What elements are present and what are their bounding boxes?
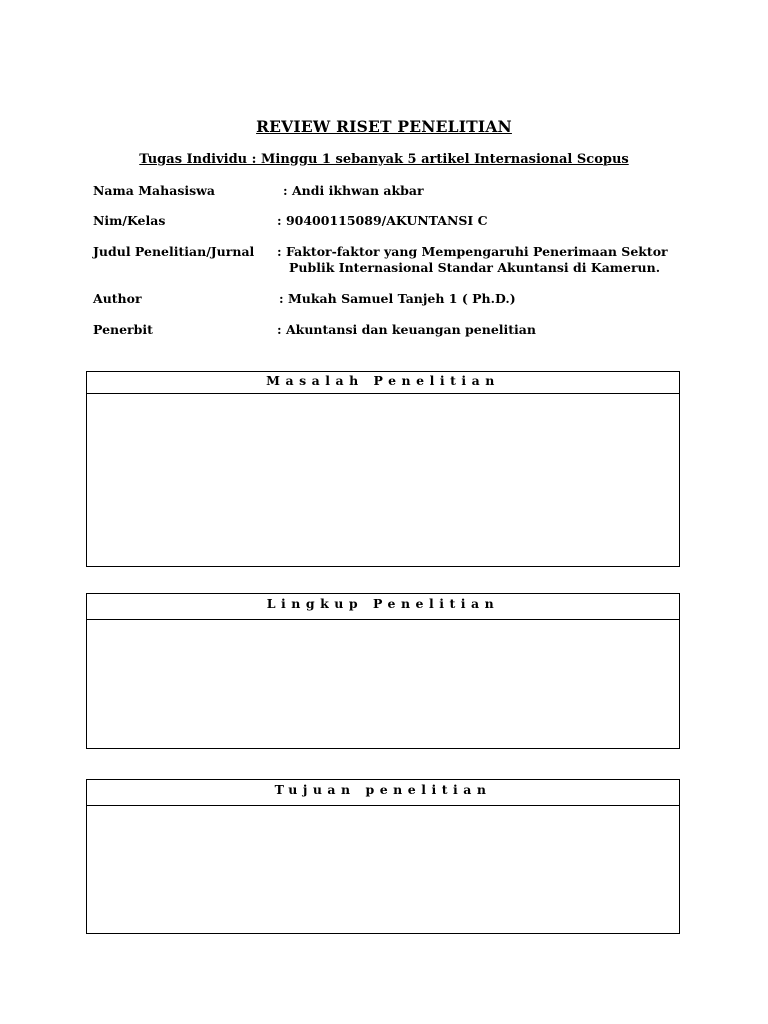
section-body[interactable] [87, 620, 679, 748]
section-lingkup-penelitian [86, 593, 680, 749]
section-heading: Lingkup Penelitian [87, 594, 679, 620]
field-value: : 90400115089/AKUNTANSI C [277, 213, 488, 228]
document-subtitle: Tugas Individu : Minggu 1 sebanyak 5 artikel Internasional Scopus [139, 152, 629, 167]
section-heading: Masalah Penelitian [87, 372, 679, 394]
field-label: Penerbit [93, 322, 153, 337]
field-label: Author [93, 291, 142, 306]
field-value-line2: Publik Internasional Standar Akuntansi di Kamerun. [289, 260, 661, 275]
section-tujuan-penelitian [86, 779, 680, 934]
section-heading: Tujuan penelitian [87, 780, 679, 806]
field-value: : Andi ikhwan akbar [283, 183, 424, 198]
section-body[interactable] [87, 806, 679, 933]
field-label: Nim/Kelas [93, 213, 166, 228]
field-value: : Akuntansi dan keuangan penelitian [277, 322, 536, 337]
field-label: Judul Penelitian/Jurnal [93, 244, 255, 259]
field-label: Nama Mahasiswa [93, 183, 216, 198]
field-value-line1: : Faktor-faktor yang Mempengaruhi Penerimaan Sektor [277, 244, 668, 259]
section-body[interactable] [87, 394, 679, 566]
section-masalah-penelitian [86, 371, 680, 567]
field-value: : Mukah Samuel Tanjeh 1 ( Ph.D.) [279, 291, 516, 306]
document-title: REVIEW RISET PENELITIAN [256, 117, 512, 136]
